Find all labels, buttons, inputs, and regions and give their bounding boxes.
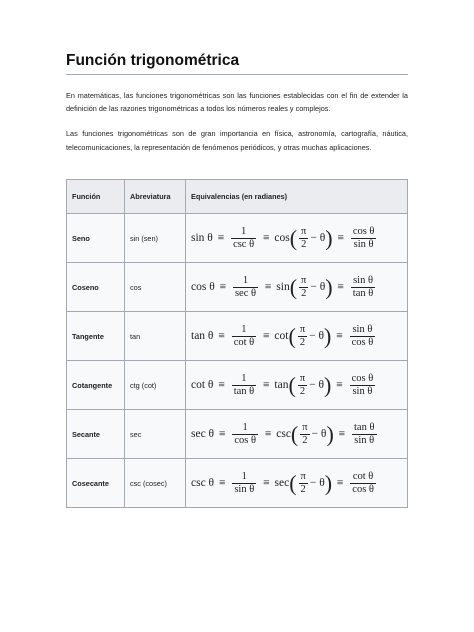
left-paren: ( (288, 372, 296, 397)
fraction-denominator: csc θ (233, 238, 255, 250)
fraction-numerator: 1 (232, 422, 258, 435)
quotient-fraction (350, 373, 376, 398)
table-row (67, 459, 408, 508)
reciprocal-fraction (232, 373, 256, 398)
equiv-sign: ≡ (263, 231, 270, 244)
quotient-fraction (350, 471, 376, 496)
importance-paragraph: Las funciones trigonométricas son de gran importancia en física, astronomía, cartografía, náutica, telecomunicaciones, la representación de fenómenos periódicos, y otras muchas aplicaciones. (66, 129, 408, 152)
table-row (67, 263, 408, 312)
fraction-denominator: cos θ (351, 336, 374, 348)
function-name: Secante (67, 410, 125, 459)
quotient-fraction (351, 226, 377, 251)
fraction-numerator: 1 (233, 275, 258, 288)
minus-theta: − θ (311, 427, 327, 440)
right-paren: ) (326, 421, 334, 446)
fraction-numerator: tan θ (354, 421, 375, 433)
equiv-sign: ≡ (219, 280, 227, 293)
fraction-denominator: tan θ (352, 287, 374, 299)
fraction-numerator: 1 (232, 373, 256, 386)
formula-lhs: sin θ (191, 231, 213, 244)
function-abbreviation: ctg (cot) (125, 361, 186, 410)
header-funcion: Función (67, 180, 125, 214)
equiv-sign: ≡ (264, 427, 272, 440)
formula-lhs: tan θ (191, 329, 214, 342)
left-paren: ( (288, 323, 296, 348)
pi-symbol: π (301, 274, 307, 286)
fraction-denominator: tan θ (233, 385, 255, 397)
table-row (67, 410, 408, 459)
reciprocal-fraction (232, 471, 256, 496)
function-name: Seno (67, 214, 125, 263)
table-row (67, 312, 408, 361)
pi-symbol: π (302, 421, 308, 433)
equiv-sign: ≡ (218, 329, 225, 342)
function-abbreviation: sec (125, 410, 186, 459)
pi-symbol: π (299, 323, 306, 335)
fraction-denominator: sin θ (354, 434, 375, 446)
fraction-denominator: cos θ (234, 434, 256, 446)
page-title: Función trigonométrica (66, 52, 408, 75)
fraction-numerator: 1 (232, 471, 256, 484)
two-denominator: 2 (300, 483, 306, 495)
function-abbreviation: sin (sen) (125, 214, 186, 263)
left-paren: ( (290, 421, 299, 446)
pi-symbol: π (301, 225, 307, 237)
cofunction-name: sin (276, 280, 290, 293)
function-name: Cotangente (67, 361, 125, 410)
cofunction-name: cot (274, 329, 289, 342)
equiv-sign: ≡ (336, 329, 343, 342)
cofunction-name: csc (276, 427, 291, 440)
fraction-numerator: sin θ (351, 275, 375, 288)
quotient-fraction (352, 422, 376, 447)
right-paren: ) (324, 372, 332, 397)
equiv-sign: ≡ (263, 476, 270, 489)
pi-over-two (299, 275, 308, 300)
fraction-denominator: sin θ (352, 385, 373, 397)
function-name: Cosecante (67, 459, 125, 508)
equiv-sign: ≡ (217, 231, 225, 244)
table-header-row (67, 180, 408, 214)
fraction-denominator: sec θ (234, 287, 257, 299)
equiv-sign: ≡ (337, 280, 344, 293)
two-denominator: 2 (301, 287, 307, 299)
pi-over-two (298, 324, 307, 349)
right-paren: ) (324, 323, 332, 348)
minus-theta: − θ (310, 231, 326, 244)
cofunction-name: cos (274, 231, 290, 244)
two-denominator: 2 (299, 385, 306, 397)
function-name: Coseno (67, 263, 125, 312)
function-abbreviation: csc (cosec) (125, 459, 186, 508)
equiv-sign: ≡ (263, 378, 270, 391)
fraction-denominator: cos θ (352, 483, 374, 495)
equiv-sign: ≡ (336, 378, 343, 391)
trig-functions-table (66, 179, 408, 508)
pi-over-two (298, 373, 307, 398)
pi-over-two (300, 422, 309, 447)
equiv-sign: ≡ (263, 329, 270, 342)
article (66, 52, 408, 495)
equivalence-formula (186, 263, 408, 312)
quotient-fraction (350, 324, 376, 349)
header-abreviatura: Abreviatura (125, 180, 186, 214)
equiv-sign: ≡ (338, 427, 346, 440)
function-abbreviation: cos (125, 263, 186, 312)
right-paren: ) (325, 274, 333, 299)
fraction-denominator: cot θ (233, 336, 255, 348)
formula-lhs: cot θ (191, 378, 214, 391)
intro-paragraph: En matemáticas, las funciones trigonométricas son las funciones establecidas con el fin de extender la definición de las razones trigonométricas a todos los números reales y complejos. (66, 91, 408, 114)
formula-lhs: sec θ (191, 427, 215, 440)
fraction-numerator: cos θ (351, 372, 374, 384)
two-denominator: 2 (301, 238, 307, 250)
equivalence-formula (186, 312, 408, 361)
fraction-numerator: 1 (232, 324, 256, 337)
equiv-sign: ≡ (337, 231, 344, 244)
right-paren: ) (325, 225, 333, 250)
quotient-fraction (351, 275, 375, 300)
reciprocal-fraction (231, 226, 256, 251)
cofunction-name: sec (274, 476, 290, 489)
two-denominator: 2 (302, 434, 308, 446)
reciprocal-fraction (232, 324, 256, 349)
left-paren: ( (289, 225, 298, 250)
equiv-sign: ≡ (218, 427, 226, 440)
pi-symbol: π (299, 372, 306, 384)
minus-theta: − θ (309, 378, 324, 391)
equiv-sign: ≡ (218, 378, 225, 391)
fraction-numerator: cos θ (352, 225, 375, 237)
minus-theta: − θ (309, 476, 325, 489)
equiv-sign: ≡ (264, 280, 272, 293)
fraction-denominator: sin θ (353, 238, 374, 250)
cofunction-name: tan (274, 378, 289, 391)
fraction-numerator: 1 (231, 226, 256, 239)
equivalence-formula (186, 214, 408, 263)
pi-over-two (299, 226, 308, 251)
formula-lhs: cos θ (191, 280, 215, 293)
fraction-numerator: cot θ (350, 471, 376, 484)
formula-lhs: csc θ (191, 476, 215, 489)
two-denominator: 2 (299, 336, 306, 348)
right-paren: ) (324, 470, 333, 495)
fraction-numerator: sin θ (350, 324, 376, 337)
table-row (67, 214, 408, 263)
reciprocal-fraction (232, 422, 258, 447)
equiv-sign: ≡ (336, 476, 344, 489)
fraction-denominator: sin θ (234, 483, 255, 495)
equiv-sign: ≡ (218, 476, 226, 489)
header-equivalencias: Equivalencias (en radianes) (186, 180, 408, 214)
left-paren: ( (289, 470, 297, 495)
minus-theta: − θ (310, 280, 326, 293)
table-row (67, 361, 408, 410)
equivalence-formula (186, 361, 408, 410)
equivalence-formula (186, 410, 408, 459)
function-name: Tangente (67, 312, 125, 361)
left-paren: ( (289, 274, 298, 299)
pi-symbol: π (300, 470, 306, 482)
minus-theta: − θ (309, 329, 324, 342)
equivalence-formula (186, 459, 408, 508)
pi-over-two (299, 471, 308, 496)
reciprocal-fraction (233, 275, 258, 300)
function-abbreviation: tan (125, 312, 186, 361)
